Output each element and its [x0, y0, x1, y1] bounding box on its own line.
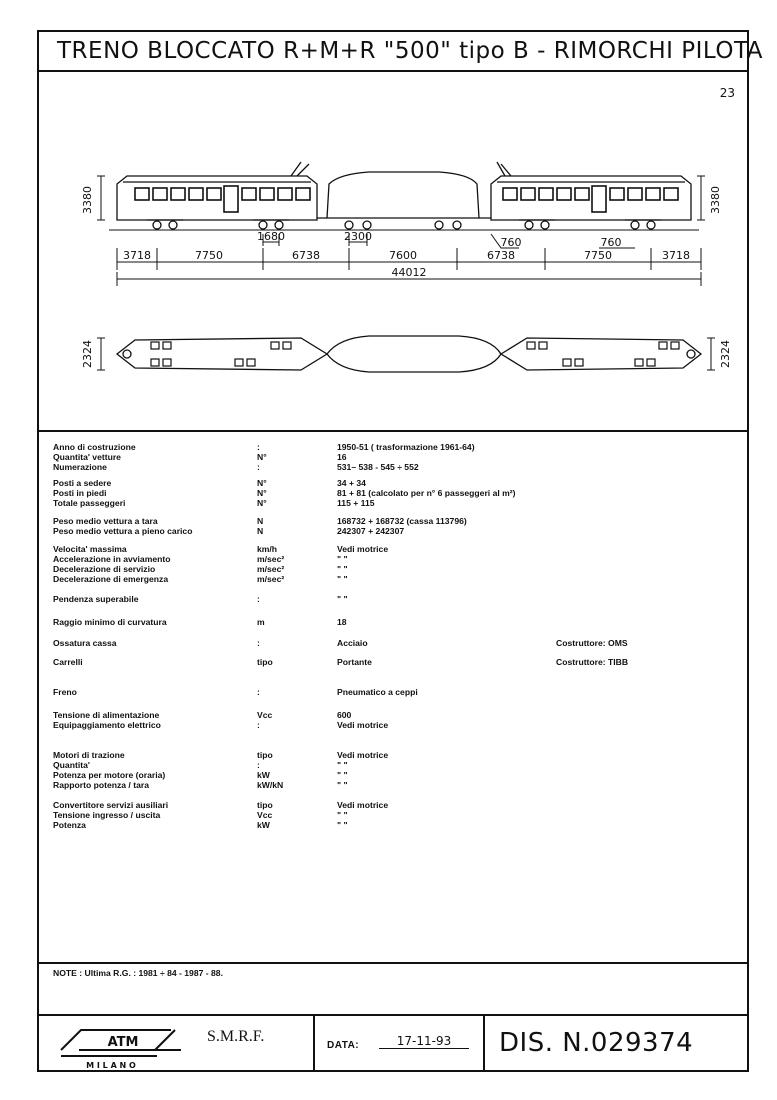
spec-label: Raggio minimo di curvatura [53, 617, 167, 627]
spec-unit: m/sec² [257, 554, 285, 564]
drawing-area [39, 72, 747, 432]
atm-logo [39, 1016, 199, 1072]
spec-value: 168732 + 168732 (cassa 113796) [337, 516, 467, 526]
spec-value: " " [337, 564, 348, 574]
spec-unit: : [257, 687, 260, 697]
spec-label: Tensione di alimentazione [53, 710, 160, 720]
spec-unit: tipo [257, 750, 273, 760]
spec-unit: : [257, 462, 260, 472]
right-car-side [491, 162, 691, 229]
height-left-label: 3380 [81, 186, 94, 214]
spec-unit: Vcc [257, 710, 273, 720]
spec-value: 115 + 115 [337, 498, 375, 508]
right-car-plan [501, 338, 701, 370]
spec-unit: N [257, 526, 264, 536]
spec-row [39, 574, 747, 585]
spec-value: " " [337, 810, 348, 820]
org-name: S.M.R.F. [207, 1028, 265, 1045]
spec-row [39, 657, 747, 668]
spec-value: " " [337, 594, 348, 604]
spec-value: Pneumatico a ceppi [337, 687, 418, 697]
spec-value: " " [337, 760, 348, 770]
spec-value: Portante [337, 657, 372, 667]
spec-row [39, 617, 747, 628]
spec-label: Pendenza superabile [53, 594, 139, 604]
spec-value: 18 [337, 617, 347, 627]
sheet-title: TRENO BLOCCATO R+M+R "500" tipo B - RIMORCHI PILOTA [39, 32, 747, 72]
spec-extra: Costruttore: TIBB [556, 657, 629, 667]
spec-value: " " [337, 554, 348, 564]
title-block [39, 1016, 747, 1072]
dim-top-1: 1680 [257, 230, 285, 243]
spec-label: Quantita' [53, 760, 90, 770]
left-car-plan [117, 338, 327, 370]
spec-row [39, 820, 747, 831]
left-car-side [117, 162, 317, 229]
spec-label: Quantita' vetture [53, 452, 121, 462]
dim-row-3: 6738 [292, 249, 320, 262]
width-left-label: 2324 [81, 340, 94, 368]
spec-value: " " [337, 780, 348, 790]
notes: NOTE : Ultima R.G. : 1981 ÷ 84 - 1987 - 88. [39, 962, 747, 1016]
spec-unit: kW/kN [257, 780, 284, 790]
spec-value: 531– 538 - 545 ÷ 552 [337, 462, 419, 472]
spec-label: Rapporto potenza / tara [53, 780, 149, 790]
dim-row-4: 7600 [389, 249, 417, 262]
spec-value: " " [337, 820, 348, 830]
logo-text: ATM [107, 1035, 139, 1050]
spec-unit: N° [257, 498, 267, 508]
spec-row [39, 462, 747, 473]
dim-row-7: 3718 [662, 249, 690, 262]
date-cell [315, 1016, 485, 1072]
dim-top-3: 760 [500, 236, 522, 249]
spec-unit: kW [257, 820, 270, 830]
spec-unit: : [257, 638, 260, 648]
spec-unit: : [257, 594, 260, 604]
spec-unit: km/h [257, 544, 278, 554]
spec-value: Vedi motrice [337, 800, 389, 810]
date-label: DATA: [327, 1040, 360, 1051]
spec-value: Vedi motrice [337, 720, 389, 730]
spec-row [39, 720, 747, 731]
spec-value: 1950-51 ( trasformazione 1961-64) [337, 442, 475, 452]
drawing-number-cell [485, 1016, 747, 1072]
spec-label: Peso medio vettura a tara [53, 516, 158, 526]
spec-label: Decelerazione di servizio [53, 564, 156, 574]
spec-label: Numerazione [53, 462, 107, 472]
drawing-number: DIS. N.029374 [499, 1028, 694, 1058]
org-cell [39, 1016, 315, 1072]
spec-row [39, 594, 747, 605]
spec-label: Accelerazione in avviamento [53, 554, 171, 564]
spec-label: Equipaggiamento elettrico [53, 720, 161, 730]
spec-label: Totale passeggeri [53, 498, 126, 508]
spec-value: Vedi motrice [337, 544, 389, 554]
spec-label: Potenza [53, 820, 86, 830]
spec-label: Freno [53, 687, 77, 697]
spec-unit: m/sec² [257, 564, 285, 574]
spec-label: Peso medio vettura a pieno carico [53, 526, 193, 536]
spec-table [39, 432, 747, 962]
spec-label: Posti in piedi [53, 488, 107, 498]
spec-value: 81 + 81 (calcolato per n° 6 passeggeri al m²) [337, 488, 516, 498]
spec-label: Carrelli [53, 657, 83, 667]
spec-row [39, 498, 747, 509]
drawing-sheet [37, 30, 763, 1072]
spec-row [39, 526, 747, 537]
train-drawing [39, 72, 747, 432]
dim-row-5: 6738 [487, 249, 515, 262]
spec-extra: Costruttore: OMS [556, 638, 628, 648]
spec-label: Ossatura cassa [53, 638, 117, 648]
spec-value: Acciaio [337, 638, 368, 648]
spec-label: Convertitore servizi ausiliari [53, 800, 169, 810]
dim-row-6: 7750 [584, 249, 612, 262]
spec-value: 242307 + 242307 [337, 526, 405, 536]
spec-label: Tensione ingresso / uscita [53, 810, 161, 820]
spec-unit: m [257, 617, 265, 627]
spec-unit: tipo [257, 657, 273, 667]
spec-unit: N [257, 516, 264, 526]
height-right-label: 3380 [709, 186, 722, 214]
dim-top-2: 2300 [344, 230, 372, 243]
spec-unit: N° [257, 478, 267, 488]
spec-label: Velocita' massima [53, 544, 127, 554]
spec-unit: Vcc [257, 810, 273, 820]
spec-value: " " [337, 770, 348, 780]
spec-label: Potenza per motore (oraria) [53, 770, 166, 780]
spec-value: 600 [337, 710, 352, 720]
dim-row-1: 3718 [123, 249, 151, 262]
spec-label: Decelerazione di emergenza [53, 574, 169, 584]
total-length-label: 44012 [391, 266, 427, 279]
date-value: 17-11-93 [379, 1034, 469, 1049]
spec-unit: kW [257, 770, 270, 780]
middle-car-side [317, 172, 491, 229]
spec-label: Posti a sedere [53, 478, 112, 488]
dim-row-2: 7750 [195, 249, 223, 262]
spec-row [39, 687, 747, 698]
logo-city: M I L A N O [86, 1061, 136, 1070]
spec-unit: N° [257, 488, 267, 498]
dim-top-4: 760 [600, 236, 622, 249]
spec-value: " " [337, 574, 348, 584]
spec-label: Anno di costruzione [53, 442, 136, 452]
sheet-number: 23 [719, 86, 735, 100]
middle-car-plan [327, 336, 501, 372]
spec-value: Vedi motrice [337, 750, 389, 760]
spec-unit: tipo [257, 800, 273, 810]
spec-unit: N° [257, 452, 267, 462]
spec-unit: : [257, 442, 260, 452]
spec-row [39, 638, 747, 649]
spec-unit: : [257, 760, 260, 770]
spec-row [39, 780, 747, 791]
spec-value: 34 + 34 [337, 478, 366, 488]
width-right-label: 2324 [719, 340, 732, 368]
spec-unit: m/sec² [257, 574, 285, 584]
spec-value: 16 [337, 452, 347, 462]
spec-unit: : [257, 720, 260, 730]
spec-label: Motori di trazione [53, 750, 125, 760]
